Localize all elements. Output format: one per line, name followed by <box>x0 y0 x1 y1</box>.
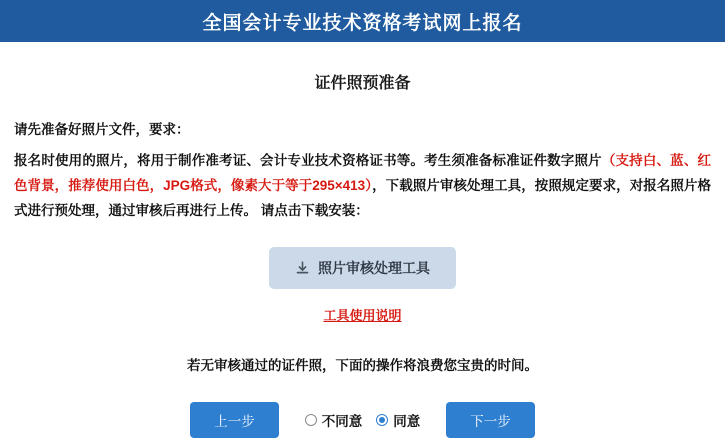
radio-dot-agree[interactable] <box>376 414 388 426</box>
requirements-intro: 请先准备好照片文件，要求： <box>14 122 190 137</box>
site-header <box>0 0 725 42</box>
download-button-row <box>14 247 711 289</box>
radio-label-agree: 同意 <box>393 414 421 429</box>
main-content <box>0 117 725 438</box>
agreement-radio-group <box>305 410 421 430</box>
action-bar <box>14 402 711 438</box>
download-photo-tool-label: 照片审核处理工具 <box>318 260 430 276</box>
radio-label-disagree: 不同意 <box>321 414 363 429</box>
radio-dot-disagree[interactable] <box>305 414 317 426</box>
download-icon <box>295 261 310 276</box>
radio-option-disagree[interactable] <box>305 410 363 430</box>
next-step-button[interactable]: 下一步 <box>446 402 535 438</box>
tool-link-row <box>14 305 711 324</box>
download-photo-tool-button[interactable] <box>269 247 456 289</box>
prev-step-button[interactable]: 上一步 <box>190 402 279 438</box>
requirements-text-highlight: （支持白、蓝、红色背景，推荐使用白色，JPG格式，像素大于等于295×413） <box>14 153 712 193</box>
requirements-text-part2: ，下载照片审核处理工具，按照规定要求，对报名照片格式进行预处理，通过审核后再进行上传。 请点击下载安装： <box>14 178 712 218</box>
requirements-paragraph <box>14 148 711 223</box>
requirements-text-part1: 报名时使用的照片，将用于制作准考证、会计专业技术资格证书等。考生须准备标准证件数字照片 <box>14 153 602 168</box>
page-header-title: 全国会计专业技术资格考试网上报名 <box>202 12 523 34</box>
tool-instructions-link[interactable]: 工具使用说明 <box>323 308 402 323</box>
warning-notice: 若无审核通过的证件照，下面的操作将浪费您宝贵的时间。 <box>187 358 538 373</box>
radio-option-agree[interactable] <box>376 410 420 430</box>
page-title: 证件照预准备 <box>314 75 411 92</box>
